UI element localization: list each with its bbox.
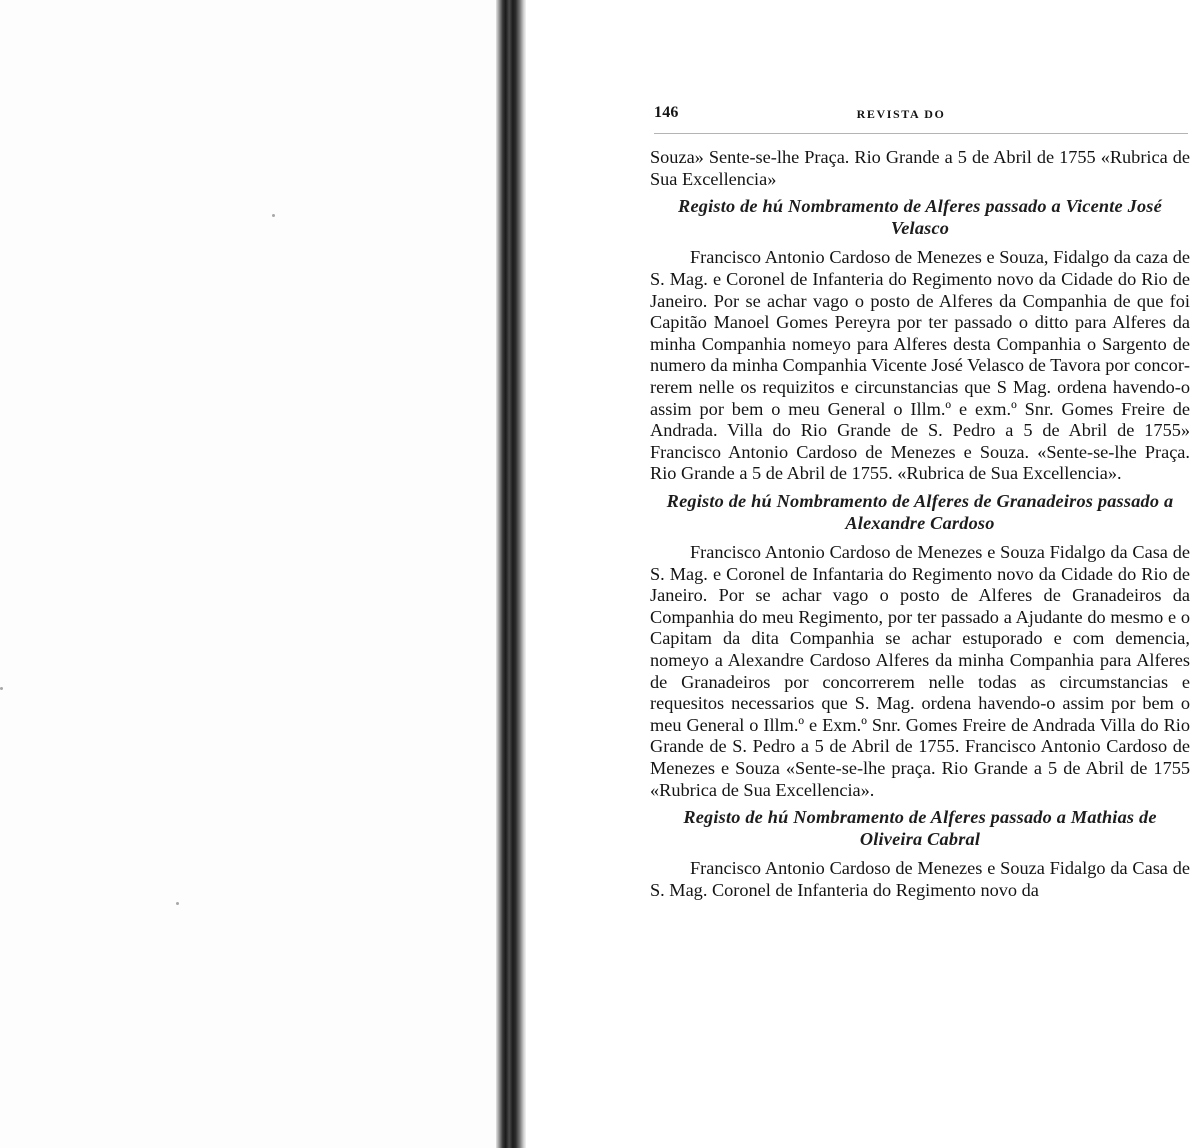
page-number: 146 (654, 104, 679, 121)
paper-speck (272, 214, 275, 217)
page-body (650, 147, 1190, 902)
section-heading-vicente-velasco: Registo de hú Nombramento de Alferes passado a Vicente José Velasco (678, 196, 1162, 238)
left-page-blank (0, 0, 496, 1148)
running-head: REVISTA DO (856, 107, 946, 121)
book-spine-gutter (496, 0, 526, 1148)
section-heading-mathias-cabral: Registo de hú Nombramento de Alferes passado a Mathias de Oliveira Cabral (683, 807, 1157, 849)
paragraph-mathias-cabral: Francisco Antonio Cardoso de Menezes e Souza Fidalgo da Casa de S. Mag. Coronel de Infanteria do Regimento novo da (650, 858, 1190, 900)
header-rule (654, 133, 1188, 134)
paragraph-continuation: Souza» Sente-se-lhe Praça. Rio Grande a 5 de Abril de 1755 «Rubrica de Sua Excellencia» (650, 147, 1190, 189)
page-header (654, 104, 1188, 128)
paragraph-vicente-velasco: Francisco Antonio Cardoso de Menezes e Souza, Fidalgo da caza de S. Mag. e Coronel de Infanteria do Regimento novo da Cidade do Rio de Janeiro. Por se achar vago o posto de Alferes da Companhia de que foi Capitão Manoel Gomes Pereyra por ter passado o ditto para Alferes da minha Companhia nomeyo para Alferes desta Companhia o Sargento de numero da minha Companhia Vicente José Velasco de Tavora por concorrerem nelle os requizitos e circunstancias que S Mag. ordena havendo-o assim por bem o meu General o Illm.º e exm.º Snr. Gomes Freire de Andrada. Villa do Rio Grande de S. Pedro a 5 de Abril de 1755» Francisco Antonio Cardoso de Menezes e Souza. «Sente-se-lhe Praça. Rio Grande a 5 de Abril de 1755. «Rubrica de Sua Excellencia». (650, 247, 1190, 484)
right-page (526, 0, 1195, 1148)
section-heading-alexandre-cardoso: Registo de hú Nombramento de Alferes de Granadeiros passado a Alexandre Cardoso (666, 490, 1174, 533)
paper-speck (176, 902, 179, 905)
paper-speck (0, 687, 3, 690)
paragraph-alexandre-cardoso: Francisco Antonio Cardoso de Menezes e Souza Fidalgo da Casa de S. Mag. e Coronel de Infantaria do Regimento novo da Cidade do Rio de Janeiro. Por se achar vago o posto de Alferes de Granadeiros da Companhia do meu Regimento, por ter passado a Ajudante do mesmo e o Capitam da dita Companhia se achar estuporado e com demencia, nomeyo a Alexandre Cardoso Alferes da minha Companhia para Alferes de Granadeiros por concorrerem nelle todas as circumstancias e requesitos necessarios que S. Mag. ordena havendo-o assim por bem o meu General o Illm.º e Exm.º Snr. Gomes Freire de Andrada Villa do Rio Grande de S. Pedro a 5 de Abril de 1755. Francisco Antonio Cardoso de Menezes e Souza «Sente-se-lhe praça. Rio Grande a 5 de Abril de 1755 «Rubrica de Sua Excellencia». (650, 542, 1190, 800)
